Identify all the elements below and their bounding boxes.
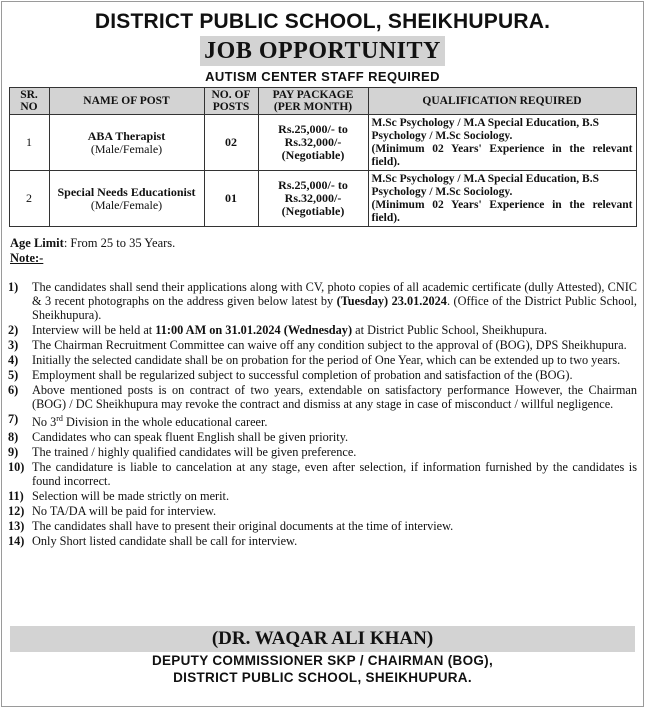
- pay-range: Rs.25,000/- to Rs.32,000/-: [278, 178, 348, 205]
- post-name: Special Needs Educationist: [57, 184, 196, 199]
- list-item: [8, 368, 637, 382]
- header-sr: SR. NO: [9, 88, 49, 115]
- signatory-name: (DR. WAQAR ALI KHAN): [10, 626, 635, 652]
- note-text: [32, 280, 637, 322]
- note-number: 12): [8, 504, 25, 519]
- cell-qualification: [368, 115, 636, 171]
- header-posts-count: NO. OF POSTS: [204, 88, 258, 115]
- note-text: Only Short listed candidate shall be call for interview.: [32, 534, 298, 549]
- pay-note: (Negotiable): [281, 148, 345, 162]
- table-row: [9, 171, 636, 227]
- post-name: ABA Therapist: [87, 128, 166, 143]
- header-pay: PAY PACKAGE (PER MONTH): [258, 88, 368, 115]
- note-heading: Note:-: [10, 251, 44, 265]
- cell-pay: [258, 171, 368, 227]
- list-item: [8, 430, 637, 444]
- header-qualification: QUALIFICATION REQUIRED: [368, 88, 636, 115]
- note-text-part: The candidates shall send their applications along with CV, photo copies of all academic certificate (dully Attested), CNIC & 3 recent photographs on the address given below latest by: [32, 280, 637, 308]
- note-number: 3): [8, 338, 19, 352]
- subtitle: AUTISM CENTER STAFF REQUIRED: [205, 69, 440, 84]
- list-item: [8, 338, 637, 352]
- table-header-row: [9, 88, 636, 115]
- note-number: 2): [8, 323, 19, 337]
- note-text: Candidates who can speak fluent English shall be given priority.: [32, 430, 349, 445]
- signatory-institution: DISTRICT PUBLIC SCHOOL, SHEIKHUPURA.: [173, 670, 472, 685]
- note-number: 8): [8, 430, 19, 445]
- note-text-part: at District Public School, Sheikhupura.: [352, 323, 548, 337]
- age-limit-value: : From 25 to 35 Years.: [63, 236, 176, 250]
- signatory-title: DEPUTY COMMISSIONER SKP / CHAIRMAN (BOG),: [151, 653, 494, 668]
- note-text: [32, 323, 637, 337]
- cell-post: [49, 115, 204, 171]
- list-item: [8, 353, 637, 367]
- note-number: 6): [8, 383, 19, 397]
- note-text: [32, 412, 637, 429]
- headline: [8, 36, 637, 66]
- note-text: Selection will be made strictly on merit.: [32, 489, 230, 504]
- note-number: 10): [8, 460, 25, 475]
- qual-experience: (Minimum 02 Years' Experience in the relevant field).: [371, 142, 633, 168]
- job-advertisement: [1, 1, 644, 707]
- school-name: DISTRICT PUBLIC SCHOOL, SHEIKHUPURA.: [94, 10, 551, 33]
- cell-qualification: [368, 171, 636, 227]
- cell-count: 02: [204, 115, 258, 171]
- note-text: The trained / highly qualified candidates will be given preference.: [32, 445, 357, 460]
- qual-degree: M.Sc Psychology / M.A Special Education, B.S Psychology / M.Sc Sociology.: [371, 116, 599, 142]
- table-row: [9, 115, 636, 171]
- note-number: 5): [8, 368, 19, 382]
- note-number: 13): [8, 519, 25, 534]
- notes-list: [8, 280, 637, 548]
- list-item: [8, 534, 637, 548]
- list-item: [8, 280, 637, 322]
- qual-experience: (Minimum 02 Years' Experience in the relevant field).: [371, 198, 633, 224]
- list-item: [8, 489, 637, 503]
- cell-count: 01: [204, 171, 258, 227]
- note-text: Above mentioned posts is on contract of two years, extendable on satisfactory performance However, the Chairman (BOG) / DC Sheikhupura may revoke the contract and dismiss at any stage in case of misconduct / willful negligence.: [32, 383, 637, 411]
- list-item: [8, 504, 637, 518]
- note-text: The candidates shall have to present their original documents at the time of interview.: [32, 519, 454, 534]
- note-text-part: Division in the whole educational career.: [62, 415, 268, 430]
- cell-post: [49, 171, 204, 227]
- age-limit-label: Age Limit: [10, 236, 64, 250]
- qual-degree: M.Sc Psychology / M.A Special Education, B.S Psychology / M.Sc Sociology.: [371, 172, 599, 198]
- post-gender: (Male/Female): [90, 141, 163, 156]
- list-item: [8, 445, 637, 459]
- note-bold-part: (Tuesday) 23.01.2024: [336, 294, 447, 308]
- pay-note: (Negotiable): [281, 204, 345, 218]
- pay-range: Rs.25,000/- to Rs.32,000/-: [278, 122, 348, 149]
- post-gender: (Male/Female): [90, 197, 163, 212]
- cell-sr: 2: [9, 171, 49, 227]
- note-number: 11): [8, 489, 24, 504]
- headline-text: JOB OPPORTUNITY: [200, 36, 445, 66]
- note-text-part: Interview will be held at: [32, 323, 156, 337]
- list-item: [8, 323, 637, 337]
- age-limit: [10, 236, 637, 251]
- cell-pay: [258, 115, 368, 171]
- note-text: No TA/DA will be paid for interview.: [32, 504, 217, 519]
- cell-sr: 1: [9, 115, 49, 171]
- note-text: Employment shall be regularized subject to successful completion of probation and satisfaction of the (BOG).: [32, 368, 573, 382]
- header-post: NAME OF POST: [49, 88, 204, 115]
- note-number: 9): [8, 445, 19, 460]
- note-number: 1): [8, 280, 19, 294]
- note-number: 7): [8, 412, 19, 426]
- list-item: [8, 383, 637, 411]
- note-text: The Chairman Recruitment Committee can waive off any condition subject to the approval of (BOG), DPS Sheikhupura.: [32, 338, 627, 352]
- posts-table: [9, 87, 637, 227]
- note-number: 14): [8, 534, 25, 549]
- note-bold-part: 11:00 AM on 31.01.2024 (Wednesday): [155, 323, 353, 337]
- note-text-part: No 3: [32, 415, 57, 430]
- list-item: [8, 460, 637, 488]
- list-item: [8, 519, 637, 533]
- note-text: Initially the selected candidate shall be on probation for the period of One Year, which can be extended up to two years.: [32, 353, 621, 367]
- note-superscript: rd: [56, 414, 63, 423]
- note-number: 4): [8, 353, 19, 367]
- note-text: The candidature is liable to cancelation at any stage, even after selection, if information furnished by the candidates is found incorrect.: [32, 460, 637, 489]
- note-text-part: . (Office of the District Public School, Sheikhupura).: [32, 294, 637, 322]
- signature-block: [10, 626, 635, 686]
- list-item: [8, 412, 637, 429]
